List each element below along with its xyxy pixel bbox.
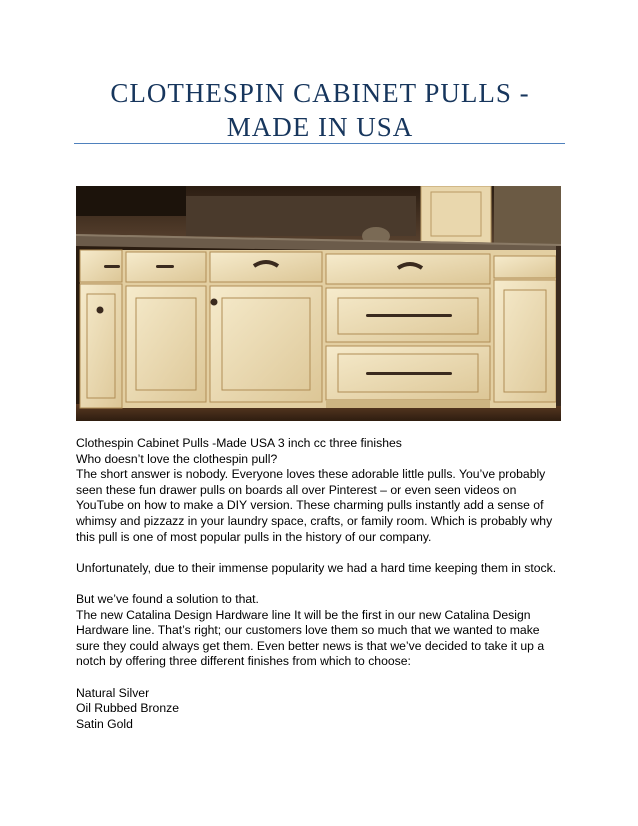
cabinet-photo	[76, 186, 561, 421]
paragraph-popularity: Unfortunately, due to their immense popularity we had a hard time keeping them in stock.	[76, 560, 557, 575]
title-underline	[74, 143, 565, 144]
finish-item: Natural Silver	[76, 685, 150, 700]
body-text	[76, 436, 566, 732]
cabinet-illustration	[76, 186, 561, 421]
finish-item: Satin Gold	[76, 716, 133, 731]
paragraph-subtitle: Clothespin Cabinet Pulls -Made USA 3 inch cc three finishes	[76, 436, 402, 450]
paragraph-solution: But we’ve found a solution to that.	[76, 591, 259, 606]
paragraph-answer: The short answer is nobody. Everyone loves these adorable little pulls. You’ve probably seen these fun drawer pulls on boards all over Pinterest – or even seen videos on YouTube on how to make a DIY version. These charming pulls instantly add a sense of whimsy and pizzazz in your laundry space, crafts, or family room. Which is probably why this pull is one of most popular pulls in the history of our company.	[76, 467, 553, 544]
paragraph-catalina: The new Catalina Design Hardware line It will be the first in our new Catalina Design Hardware line. That’s right; our customers love them so much that we wanted to make sure they could always get them. Even better news is that we’ve decided to take it up a notch by offering three different finishes from which to choose:	[76, 607, 545, 669]
page-title: CLOTHESPIN CABINET PULLS -MADE IN USA	[110, 78, 530, 142]
finish-item: Oil Rubbed Bronze	[76, 701, 179, 716]
paragraph-question: Who doesn’t love the clothespin pull?	[76, 451, 278, 466]
